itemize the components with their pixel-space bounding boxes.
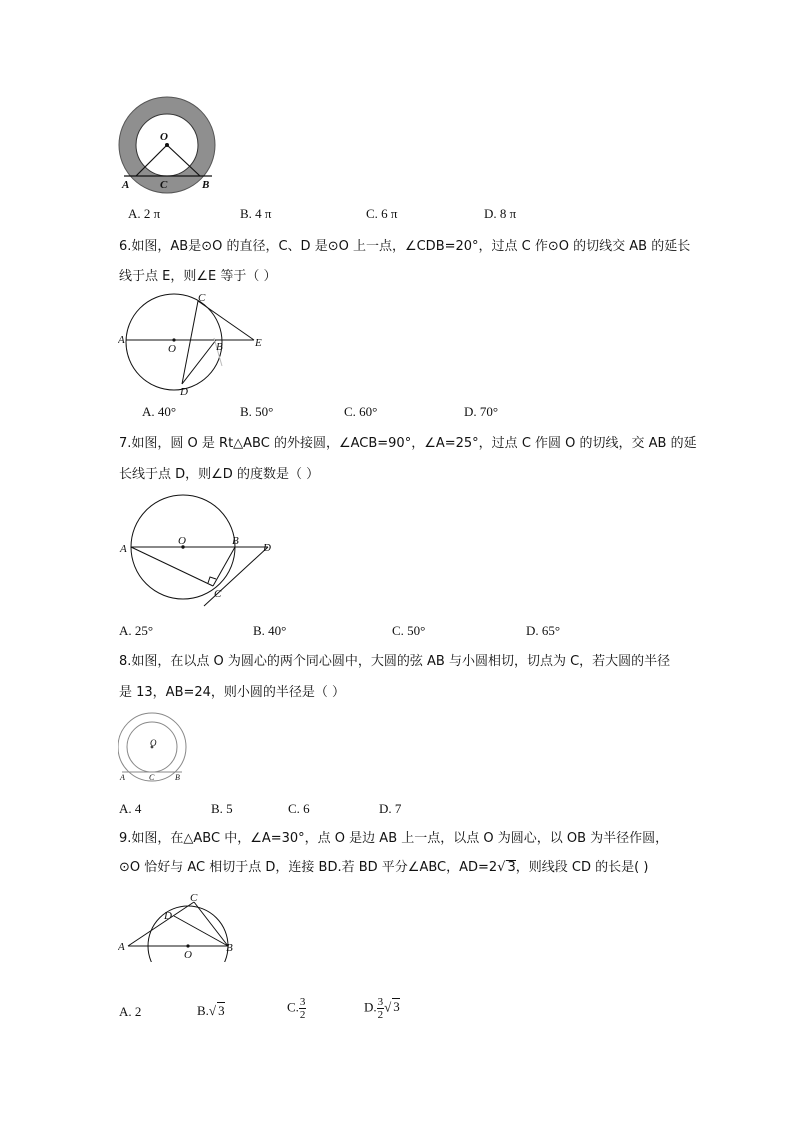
q9-text-line2: [119, 860, 648, 875]
q7-option-c[interactable]: C. 50°: [392, 623, 426, 638]
sqrt-symbol: √: [497, 860, 506, 875]
q7-text-line1: 7.如图，圆 O 是 Rt△ABC 的外接圆，∠ACB=90°，∠A=25°，过点 C 作圆 O 的切线，交 AB 的延: [119, 436, 697, 451]
q6-option-d[interactable]: D. 70°: [464, 404, 499, 419]
q6-figure: [118, 290, 268, 400]
q6-text-line1: 6.如图，AB是⊙O 的直径，C、D 是⊙O 上一点，∠CDB=20°，过点 C 作⊙O 的切线交 AB 的延长: [119, 239, 691, 254]
q9-text-line2-part2: ，则线段 CD 的长是( ): [515, 860, 649, 875]
q8-figure: [118, 712, 188, 784]
q9-option-b-prefix: B.: [197, 1003, 209, 1018]
q8-text-line2: 是 13，AB=24，则小圆的半径是（ ）: [119, 685, 346, 700]
q9-option-d-prefix: D.: [364, 999, 377, 1015]
q8-label-O: O: [150, 738, 157, 748]
q8-label-C: C: [149, 773, 155, 782]
q5-option-b[interactable]: B. 4 π: [240, 206, 272, 221]
q7-label-A: A: [120, 543, 127, 555]
q5-option-c[interactable]: C. 6 π: [366, 206, 398, 221]
q9-label-C: C: [190, 892, 198, 904]
q9-option-c[interactable]: [287, 996, 306, 1021]
numerator: 3: [377, 996, 384, 1008]
q9-label-A: A: [118, 941, 125, 953]
denominator: 2: [377, 1009, 384, 1021]
q8-option-c[interactable]: C. 6: [288, 801, 310, 816]
q6-label-C: C: [198, 292, 206, 304]
q8-label-A: A: [120, 773, 125, 782]
q9-figure: [118, 890, 238, 962]
q9-option-d-radicand: 3: [393, 999, 400, 1015]
q9-option-d[interactable]: [364, 996, 400, 1021]
q9-option-c-fraction: [299, 996, 307, 1021]
q7-label-B: B: [232, 535, 239, 547]
q8-option-d[interactable]: D. 7: [379, 801, 402, 816]
q8-option-b[interactable]: B. 5: [211, 801, 233, 816]
denominator: 2: [299, 1009, 306, 1021]
q5-label-C: C: [160, 179, 168, 191]
q7-label-O: O: [178, 535, 186, 547]
q8-option-a[interactable]: A. 4: [119, 801, 142, 816]
q7-figure: [118, 494, 278, 608]
q7-text-line2: 长线于点 D，则∠D 的度数是（ ）: [119, 467, 320, 482]
q6-option-b[interactable]: B. 50°: [240, 404, 274, 419]
q8-text-line1: 8.如图，在以点 O 为圆心的两个同心圆中，大圆的弦 AB 与小圆相切，切点为 C，若大圆的半径: [119, 654, 671, 669]
q6-option-c[interactable]: C. 60°: [344, 404, 378, 419]
numerator: 3: [299, 996, 306, 1008]
q5-option-d[interactable]: D. 8 π: [484, 206, 517, 221]
q7-option-d[interactable]: D. 65°: [526, 623, 561, 638]
q6-label-A: A: [118, 334, 125, 346]
q9-option-c-prefix: C.: [287, 999, 299, 1015]
q8-label-B: B: [175, 773, 180, 782]
q6-label-E: E: [255, 337, 262, 349]
q9-label-O: O: [184, 949, 192, 961]
sqrt-symbol: √: [208, 1003, 217, 1018]
q6-label-D: D: [180, 386, 188, 398]
q6-text-line2: 线于点 E，则∠E 等于（ ）: [119, 269, 277, 284]
q9-text-line2-part1: ⊙O 恰好与 AC 相切于点 D，连接 BD.若 BD 平分∠ABC，AD=2: [119, 860, 498, 875]
q6-option-a[interactable]: A. 40°: [142, 404, 177, 419]
q5-label-O: O: [160, 131, 168, 143]
q9-label-B: B: [226, 942, 233, 954]
q9-option-b-radicand: 3: [218, 1003, 225, 1018]
q7-label-C: C: [214, 588, 222, 600]
q9-text-line1: 9.如图，在△ABC 中，∠A=30°，点 O 是边 AB 上一点，以点 O 为圆心，以 OB 为半径作圆，: [119, 831, 669, 846]
q5-figure: [118, 96, 222, 194]
q6-label-B: B: [216, 341, 223, 353]
q9-label-D: D: [164, 910, 172, 922]
q5-label-B: B: [202, 179, 210, 191]
q9-option-a[interactable]: A. 2: [119, 1004, 142, 1019]
q5-option-a[interactable]: A. 2 π: [128, 206, 161, 221]
q5-label-A: A: [122, 179, 130, 191]
q7-option-b[interactable]: B. 40°: [253, 623, 287, 638]
q7-label-D: D: [263, 542, 271, 554]
q9-radicand: 3: [507, 860, 516, 875]
q9-option-b[interactable]: [197, 1002, 225, 1019]
q6-label-O: O: [168, 343, 176, 355]
q7-option-a[interactable]: A. 25°: [119, 623, 154, 638]
sqrt-symbol: √: [384, 999, 392, 1015]
